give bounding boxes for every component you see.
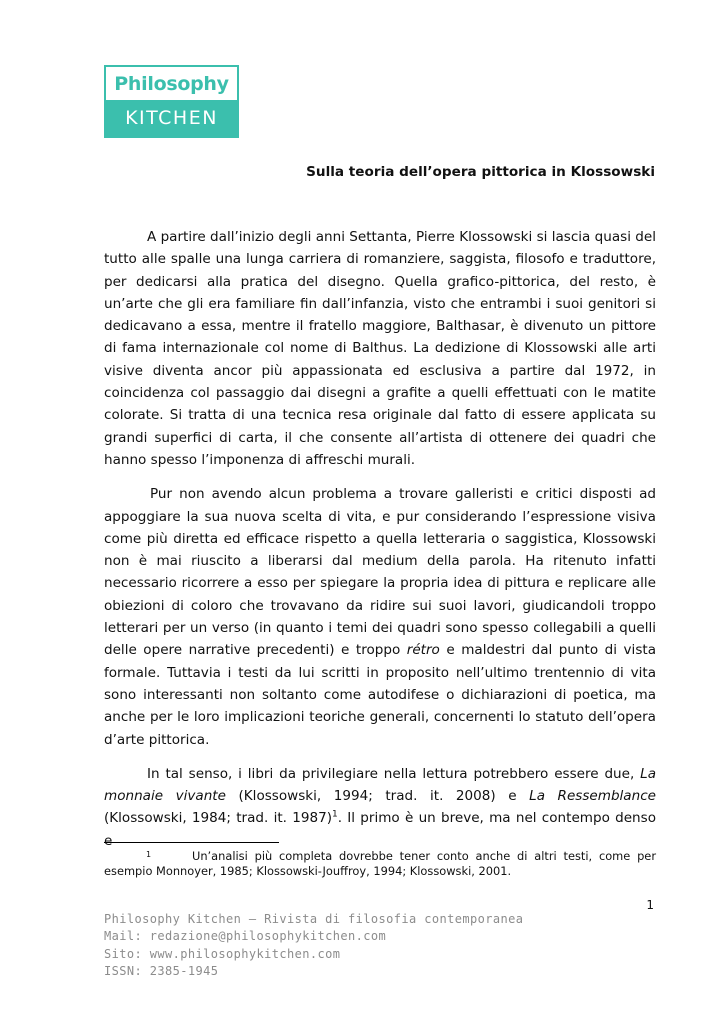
footnote xyxy=(104,849,656,879)
footnote-text: Un’analisi più completa dovrebbe tener conto anche di altri testi, come per esempio Monnoyer, 1985; Klossowski-Jouffroy, 1994; Klossowski, 2001. xyxy=(104,849,656,878)
paragraph-2 xyxy=(104,483,656,751)
footnote-separator xyxy=(104,842,279,843)
footer-issn: ISSN: 2385-1945 xyxy=(104,963,219,978)
paragraph-2-part-b: e maldestri dal punto di vista formale. Tuttavia i testi da lui scritti in proposito nell’ultimo trentennio di vita sono interessanti non soltanto come autodifese o dichiarazioni di poetica, ma anche per le loro implicazioni teoriche generali, concernenti lo statuto dell’opera d’arte pittorica. xyxy=(104,642,656,748)
footer-journal-name: Philosophy Kitchen – Rivista di filosofia contemporanea xyxy=(104,912,524,926)
paragraph-3-part-d: . Il primo è un breve, ma nel contempo denso e xyxy=(104,810,656,849)
paragraph-1: A partire dall’inizio degli anni Settanta, Pierre Klossowski si lascia quasi del tutto alle spalle una lunga carriera di romanziere, saggista, filosofo e traduttore, per dedicarsi alla pratica del disegno. Quella grafico-pittorica, del resto, è un’arte che gli era familiare fin dall’infanzia, visto che entrambi i suoi genitori si dedicavano a essa, mentre il fratello maggiore, Balthasar, è divenuto un pittore di fama internazionale col nome di Balthus. La dedizione di Klossowski alle arti visive diventa ancor più appassionata ed esclusiva a partire dal 1972, in coincidenza col passaggio dai disegni a grafite a quelli effettuati con le matite colorate. Si tratta di una tecnica resa originale dal fatto di essere applicata su grandi superfici di carta, il che consente all’artista di ottenere dei quadri che hanno spesso l’imponenza di affreschi murali. xyxy=(104,229,656,468)
paragraph-3 xyxy=(104,763,656,852)
article-body xyxy=(104,226,656,864)
page-number: 1 xyxy=(646,898,654,912)
paragraph-3-part-c: (Klossowski, 1984; trad. it. 1987) xyxy=(104,810,332,827)
paragraph-3-italic-title-1: La monnaie vivante xyxy=(104,765,656,805)
footnote-marker: 1 xyxy=(146,850,152,859)
paragraph-3-part-b: (Klossowski, 1994; trad. it. 2008) e xyxy=(225,788,530,805)
paragraph-3-part-a: In tal senso, i libri da privilegiare nella lettura potrebbero essere due, xyxy=(147,765,641,782)
paragraph-2-italic: rétro xyxy=(406,642,440,659)
page-footer xyxy=(104,911,523,980)
logo-bottom-text: KITCHEN xyxy=(106,100,237,136)
article-title: Sulla teoria dell’opera pittorica in Klossowski xyxy=(306,164,655,180)
paragraph-3-italic-title-2: La Ressemblance xyxy=(529,788,656,805)
paragraph-2-part-a: Pur non avendo alcun problema a trovare galleristi e critici disposti ad appoggiare la sua nuova scelta di vita, e pur considerando l’espressione visiva come più diretta ed efficace rispetto a quella letteraria o saggistica, Klossowski non è mai riuscito a liberarsi dal medium della parola. Ha ritenuto infatti necessario ricorrere a esso per spiegare la propria idea di pittura e replicare alle obiezioni di coloro che trovavano da ridire sui suoi lavori, giudicandoli troppo letterari per un verso (in quanto i temi dei quadri sono spesso collegabili a quelli delle opere narrative precedenti) e troppo xyxy=(104,486,656,659)
footer-site[interactable]: Sito: www.philosophykitchen.com xyxy=(104,946,341,961)
footer-mail[interactable]: Mail: redazione@philosophykitchen.com xyxy=(104,929,387,944)
footnote-reference[interactable]: 1 xyxy=(331,809,338,820)
journal-logo xyxy=(104,65,239,138)
logo-top-text: Philosophy xyxy=(114,73,229,95)
